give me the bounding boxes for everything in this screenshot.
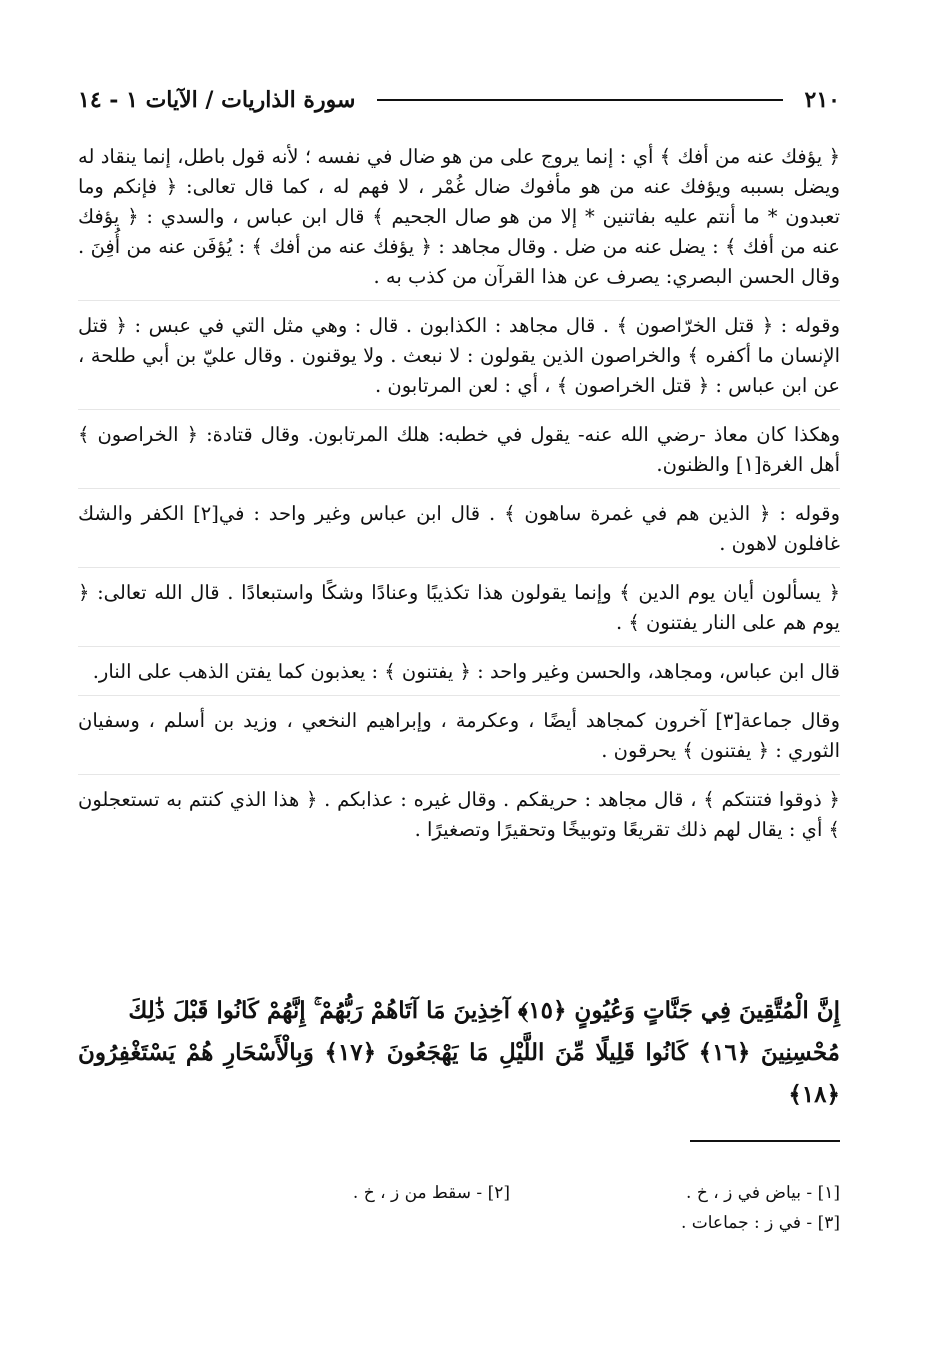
quran-verses <box>78 990 840 1116</box>
paragraph-8: ﴿ ذوقوا فتنتكم ﴾ ، قال مجاهد : حريقكم . وقال غيره : عذابكم . ﴿ هذا الذي كنتم به تستعجلون ﴾ أي : يقال لهم ذلك تقريعًا وتوبيخًا وتحقيرًا وتصغيرًا . <box>78 788 840 841</box>
header-rule <box>377 99 782 101</box>
verse-line-1: إِنَّ الْمُتَّقِينَ فِي جَنَّاتٍ وَعُيُونٍ ﴿١٥﴾ آخِذِينَ مَا آتَاهُمْ رَبُّهُمْ ۚ إِنَّهُمْ كَانُوا قَبْلَ ذَٰلِكَ <box>128 997 840 1024</box>
page-number: ٢١٠ <box>804 87 840 113</box>
footnote-1: [١] - بياض في ز ، خ . <box>686 1183 840 1203</box>
commentary-text <box>78 142 840 863</box>
paragraph-1: ﴿ يؤفك عنه من أفك ﴾ أي : إنما يروج على من هو ضال في نفسه ؛ لأنه قول باطل، إنما ينقاد له ويضل بسببه ويؤفك عنه من هو مأفوك ضال غُمْر ، لا فهم له ، كما قال تعالى: ﴿ فإنكم وما تعبدون * ما أنتم عليه بفاتنين * إلا من هو صال الجحيم ﴾ قال ابن عباس ، والسدي : ﴿ يؤفك عنه من أفك ﴾ : يضل عنه من ضل . وقال مجاهد : ﴿ يؤفك عنه من أفك ﴾ : يُؤفَن عنه من أُفِنَ . وقال الحسن البصري: يصرف عن هذا القرآن من كذب به . <box>78 142 840 301</box>
paragraph-3: وهكذا كان معاذ -رضي الله عنه- يقول في خطبه: هلك المرتابون. وقال قتادة: ﴿ الخراصون ﴾ أهل الغرة[١] والظنون. <box>78 420 840 489</box>
paragraph-5: ﴿ يسألون أيان يوم الدين ﴾ وإنما يقولون هذا تكذيبًا وعنادًا وشكًا واستبعادًا . قال الله تعالى: ﴿ يوم هم على النار يفتنون ﴾ . <box>78 578 840 647</box>
footnote-3: [٣] - في ز : جماعات . <box>680 1213 840 1233</box>
footnote-rule <box>690 1140 840 1142</box>
footnote-2: [٢] - سقط من ز ، خ . <box>352 1183 510 1203</box>
paragraph-4: وقوله : ﴿ الذين هم في غمرة ساهون ﴾ . قال ابن عباس وغير واحد : في[٢] الكفر والشك غافلون لاهون . <box>78 499 840 568</box>
paragraph-7: وقال جماعة[٣] آخرون كمجاهد أيضًا ، وعكرمة ، وإبراهيم النخعي ، وزيد بن أسلم ، وسفيان الثوري : ﴿ يفتنون ﴾ يحرقون . <box>78 706 840 775</box>
page-header <box>78 82 840 118</box>
paragraph-6: قال ابن عباس، ومجاهد، والحسن وغير واحد : ﴿ يفتنون ﴾ : يعذبون كما يفتن الذهب على النار. <box>78 657 840 696</box>
footnote-row-2 <box>180 1208 840 1238</box>
footnote-row-1 <box>180 1178 840 1208</box>
running-title: سورة الذاريات / الآيات ١ - ١٤ <box>78 87 356 113</box>
paragraph-2: وقوله : ﴿ قتل الخرّاصون ﴾ . قال مجاهد : الكذابون . قال : وهي مثل التي في عبس : ﴿ قتل الإنسان ما أكفره ﴾ والخراصون الذين يقولون : لا نبعث . ولا يوقنون . وقال عليّ بن أبي طلحة ، عن ابن عباس : ﴿ قتل الخراصون ﴾ ، أي : لعن المرتابون . <box>78 311 840 410</box>
verse-line-2: مُحْسِنِينَ ﴿١٦﴾ كَانُوا قَلِيلًا مِّنَ اللَّيْلِ مَا يَهْجَعُونَ ﴿١٧﴾ وَبِالْأَسْحَارِ هُمْ يَسْتَغْفِرُونَ ﴿١٨﴾ <box>78 1039 840 1108</box>
footnotes <box>180 1178 840 1238</box>
